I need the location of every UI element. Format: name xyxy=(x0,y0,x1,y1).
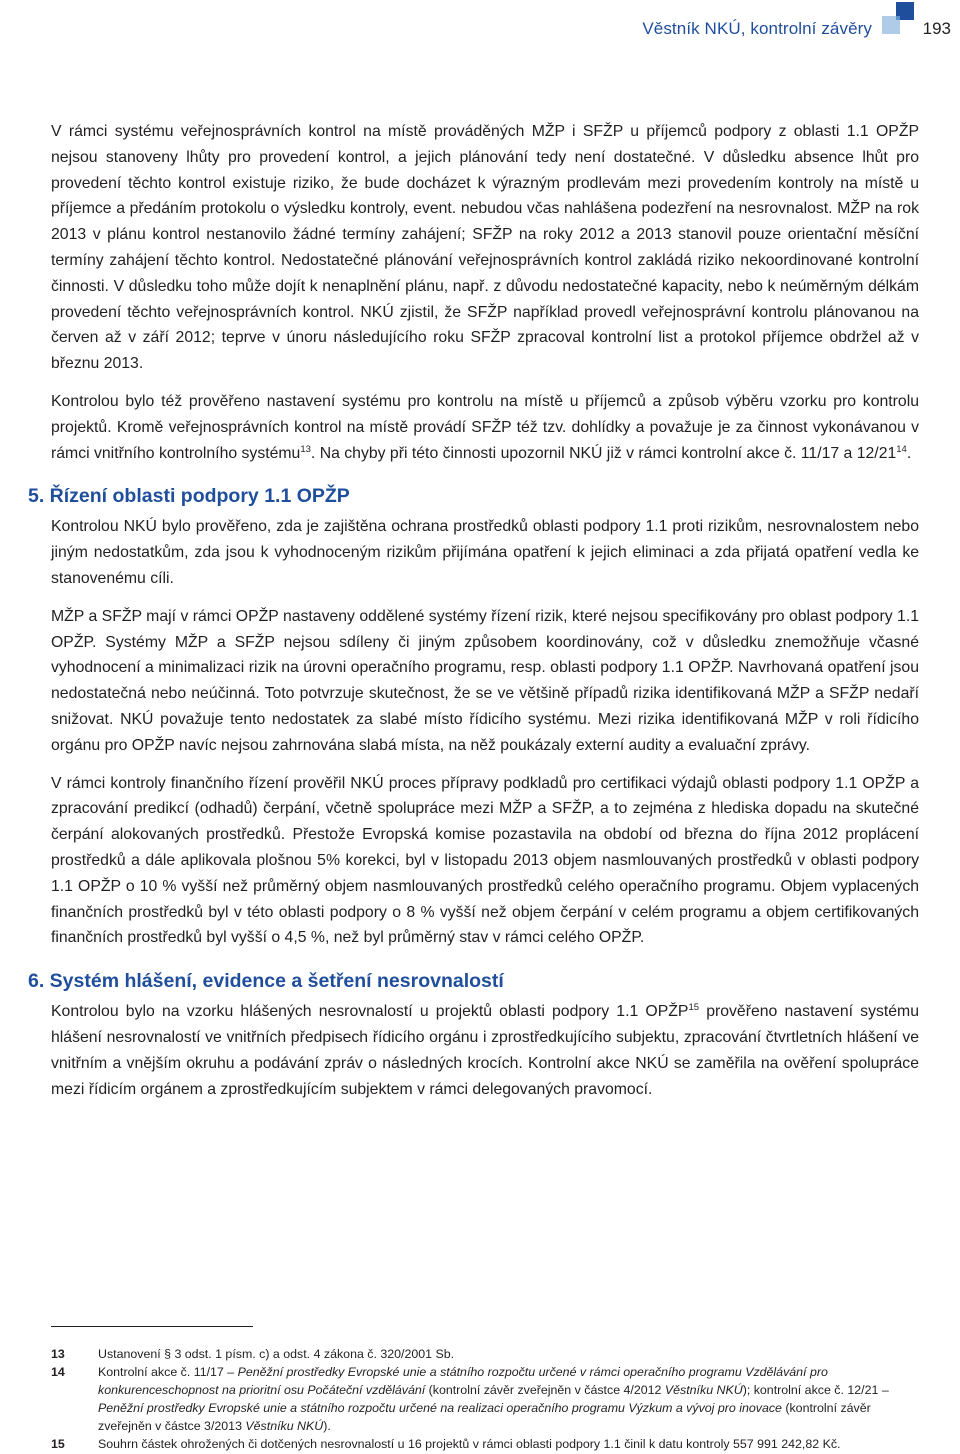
footnotes xyxy=(51,1345,919,1453)
footnote-13 xyxy=(51,1345,919,1363)
main-text xyxy=(28,119,919,1114)
footnote-15 xyxy=(51,1435,919,1453)
section-6-paragraph: Kontrolou bylo na vzorku hlášených nesrovnalostí u projektů oblasti podpory 1.1 OPŽP$^{15}$ prověřeno nastavení systému hlášení nesrovnalostí ve vnitřních předpisech řídicího orgánu i zprostředkujícího subjektu, zpracování čtvrtletních hlášení ve vnitřním a vnějším okruhu a podávání zpráv o následných krocích. Kontrolní akce NKÚ se zaměřila na ověření spolupráce mezi řídicím orgánem a zprostředkujícím subjektem v rámci delegovaných pravomocí. xyxy=(51,1002,919,1098)
footnote-ref-14: 14 xyxy=(896,443,907,455)
footnote-14 xyxy=(51,1363,919,1435)
page-header xyxy=(0,0,960,60)
section-5-heading: 5. Řízení oblasti podpory 1.1 OPŽP xyxy=(28,485,350,508)
footnote-text: Souhrn částek ohrožených či dotčených nesrovnalostí u 16 projektů v rámci oblasti podpory 1.1 činil k datu kontroly 557 991 242,82 Kč. xyxy=(98,1437,841,1451)
footnote-ref-13: 13 xyxy=(300,443,311,455)
footnote-text: Ustanovení § 3 odst. 1 písm. c) a odst. 4 zákona č. 320/2001 Sb. xyxy=(98,1347,455,1361)
footnote-number: 13 xyxy=(51,1347,65,1361)
nku-logo-icon xyxy=(882,2,922,42)
paragraph-intro: V rámci systému veřejnosprávních kontrol na místě prováděných MŽP i SFŽP u příjemců podpory z oblasti 1.1 OPŽP nejsou stanoveny lhůty pro provedení kontrol, a jejich plánování tedy není dostatečné. V důsledku absence lhůt pro provedení těchto kontrol existuje riziko, že bude docházet k výrazným prodlevám mezi provedením kontroly na místě u příjemce a předáním protokolu o výsledku kontroly, event. nebudou včas nahlášena podezření na nesrovnalost. MŽP na rok 2013 v plánu kontrol nestanovilo žádné termíny zahájení; SFŽP na roky 2012 a 2013 stanovil pouze orientační měsíční termíny zahájení těchto kontrol. Nedostatečné plánování veřejnosprávních kontrol zakládá riziko nekoordinované kontrolní činnosti. V důsledku toho může dojít k nenaplnění plánu, např. z důvodu nedostatečné kapacity, nebo k neúměrným délkám provedení těchto veřejnosprávních kontrol. NKÚ zjistil, že SFŽP například provedl veřejnosprávní kontrolu plánovanou na červen až v září 2012; teprve v únoru následujícího roku SFŽP zpracoval kontrolní list a protokol příjemce obdržel až v březnu 2013. xyxy=(51,123,919,373)
footnote-number: 15 xyxy=(51,1437,65,1451)
page-number: 193 xyxy=(922,19,951,38)
section-5-paragraph-1: Kontrolou NKÚ bylo prověřeno, zda je zajištěna ochrana prostředků oblasti podpory 1.1 proti rizikům, nesrovnalostem nebo jiným nedostatkům, zda jsou k vyhodnoceným rizikům přijímána opatření k jejich eliminaci a zda přijatá opatření vedla ke stanovenému cíli. xyxy=(51,518,919,587)
journal-title: Věstník NKÚ, kontrolní závěry xyxy=(642,19,872,38)
footnote-number: 14 xyxy=(51,1365,65,1379)
section-6-heading: 6. Systém hlášení, evidence a šetření nesrovnalostí xyxy=(28,970,504,993)
footnote-text: Kontrolní akce č. 11/17 – Peněžní prostředky Evropské unie a státního rozpočtu určené v rámci operačního programu Vzdělávání pro konkurenceschopnost na prioritní osu Počáteční vzdělávání (kontrolní závěr zveřejněn v částce 4/2012 Věstníku NKÚ); kontrolní akce č. 12/21 – Peněžní prostředky Evropské unie a státního rozpočtu určené na realizaci operačního programu Výzkum a vývoj pro inovace (kontrolní závěr zveřejněn v částce 3/2013 Věstníku NKÚ). xyxy=(98,1365,889,1433)
section-5-paragraph-2: MŽP a SFŽP mají v rámci OPŽP nastaveny oddělené systémy řízení rizik, které nejsou specifikovány pro oblast podpory 1.1 OPŽP. Systémy MŽP a SFŽP nejsou sdíleny či jiným způsobem koordinovány, což v důsledku znemožňuje včasné vyhodnocení a minimalizaci rizik na úrovni operačního programu, resp. oblasti podpory 1.1 OPŽP. Navrhovaná opatření jsou nedostatečná nebo neúčinná. Toto potvrzuje skutečnost, že se ve většině případů rizika identifikovaná MŽP a SFŽP nedaří snižovat. NKÚ považuje tento nedostatek za slabé místo řídicího systému. Mezi rizika identifikovaná MŽP v roli řídicího orgánu pro OPŽP navíc nejsou zahrnována slabá místa, na něž poukázaly externí audity a evaluační zprávy. xyxy=(51,607,919,754)
footnote-divider xyxy=(51,1326,253,1327)
footnote-ref-15: 15 xyxy=(688,1002,700,1014)
paragraph-control: Kontrolou bylo též prověřeno nastavení systému pro kontrolu na místě u příjemců a způsob výběru vzorku pro kontrolu projektů. Kromě veřejnosprávních kontrol na místě provádí SFŽP též tzv. dohlídky a považuje je za činnost vykonávanou v rámci vnitřního kontrolního systému$^{13}$. Na chyby při této činnosti upozornil NKÚ již v rámci kontrolní akce č. 11/17 a $12/21^{14}$. xyxy=(51,392,919,462)
section-5-paragraph-3: V rámci kontroly finančního řízení prověřil NKÚ proces přípravy podkladů pro certifikaci výdajů oblasti podpory 1.1 OPŽP a zpracování predikcí (odhadů) čerpání, včetně spolupráce mezi MŽP a SFŽP, a to zejména z hlediska dopadu na skutečné čerpání alokovaných prostředků. Přestože Evropská komise pozastavila na období od března do října 2012 proplácení prostředků a dále aplikovala plošnou 5% korekci, byl v listopadu 2013 objem nasmlouvaných prostředků v oblasti podpory 1.1 OPŽP o 10 % vyšší než průměrný objem nasmlouvaných prostředků celého operačního programu. Objem vyplacených finančních prostředků byl v této oblasti podpory o 8 % vyšší než objem čerpání v celém programu a objem certifikovaných finančních prostředků byl vyšší o 4,5 %, než byl průměrný stav v rámci celého OPŽP. xyxy=(51,774,919,947)
